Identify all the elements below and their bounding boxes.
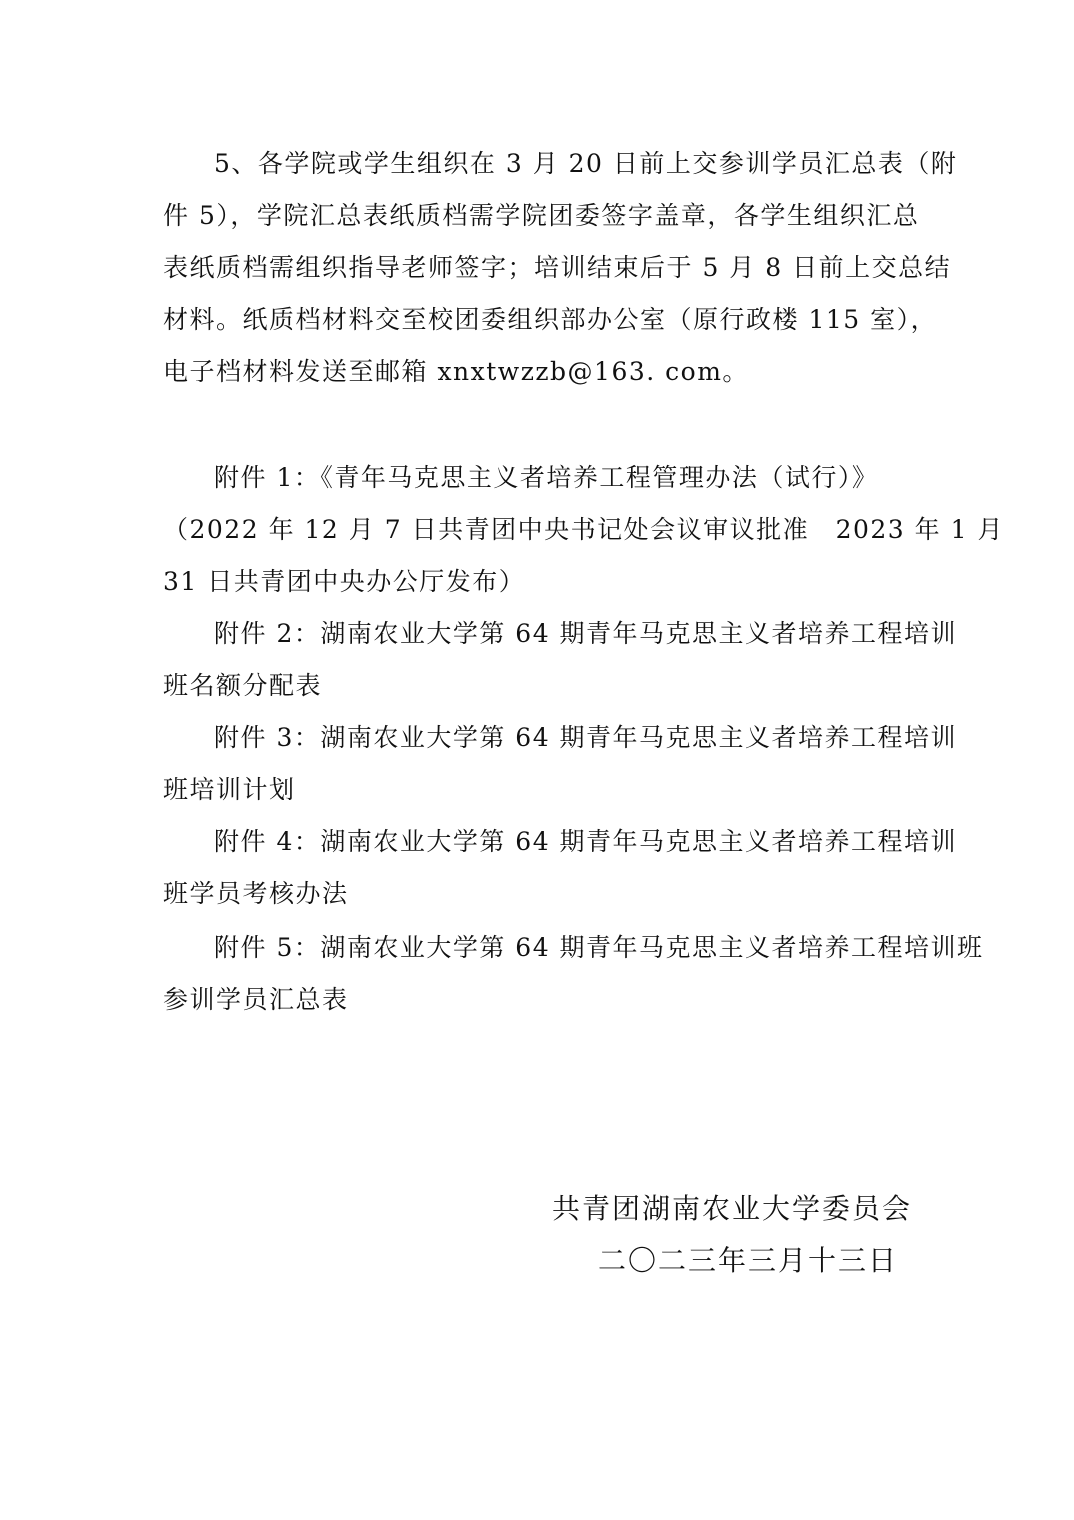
item5-line-2: 件 5），学院汇总表纸质档需学院团委签字盖章，各学生组织汇总 xyxy=(163,201,920,230)
item5-line-1: 5、各学院或学生组织在 3 月 20 日前上交参训学员汇总表（附 xyxy=(214,149,958,178)
signature-organization: 共青团湖南农业大学委员会 xyxy=(552,1192,913,1225)
item5-line-5: 电子档材料发送至邮箱 xnxtwzzb@163. com。 xyxy=(163,357,749,386)
attachment-4-line-1: 附件 4：湖南农业大学第 64 期青年马克思主义者培养工程培训 xyxy=(214,827,958,856)
attachment-2-line-1: 附件 2：湖南农业大学第 64 期青年马克思主义者培养工程培训 xyxy=(214,619,958,648)
attachment-1-line-1: 附件 1：《青年马克思主义者培养工程管理办法（试行）》 xyxy=(214,463,879,492)
attachment-3-line-2: 班培训计划 xyxy=(163,775,296,804)
attachment-2-line-2: 班名额分配表 xyxy=(163,671,323,700)
attachment-1-line-2: （2022 年 12 月 7 日共青团中央书记处会议审议批准 2023 年 1 月 xyxy=(163,515,1004,544)
item5-line-4: 材料。纸质档材料交至校团委组织部办公室（原行政楼 115 室）， xyxy=(163,305,938,334)
attachment-1-line-3: 31 日共青团中央办公厅发布） xyxy=(163,567,526,596)
attachment-5-line-1: 附件 5：湖南农业大学第 64 期青年马克思主义者培养工程培训班 xyxy=(214,933,984,962)
attachment-4-line-2: 班学员考核办法 xyxy=(163,879,349,908)
attachment-3-line-1: 附件 3：湖南农业大学第 64 期青年马克思主义者培养工程培训 xyxy=(214,723,958,752)
signature-date: 二〇二三年三月十三日 xyxy=(598,1244,899,1277)
attachment-5-line-2: 参训学员汇总表 xyxy=(163,985,349,1014)
item5-line-3: 表纸质档需组织指导老师签字；培训结束后于 5 月 8 日前上交总结 xyxy=(163,253,952,282)
